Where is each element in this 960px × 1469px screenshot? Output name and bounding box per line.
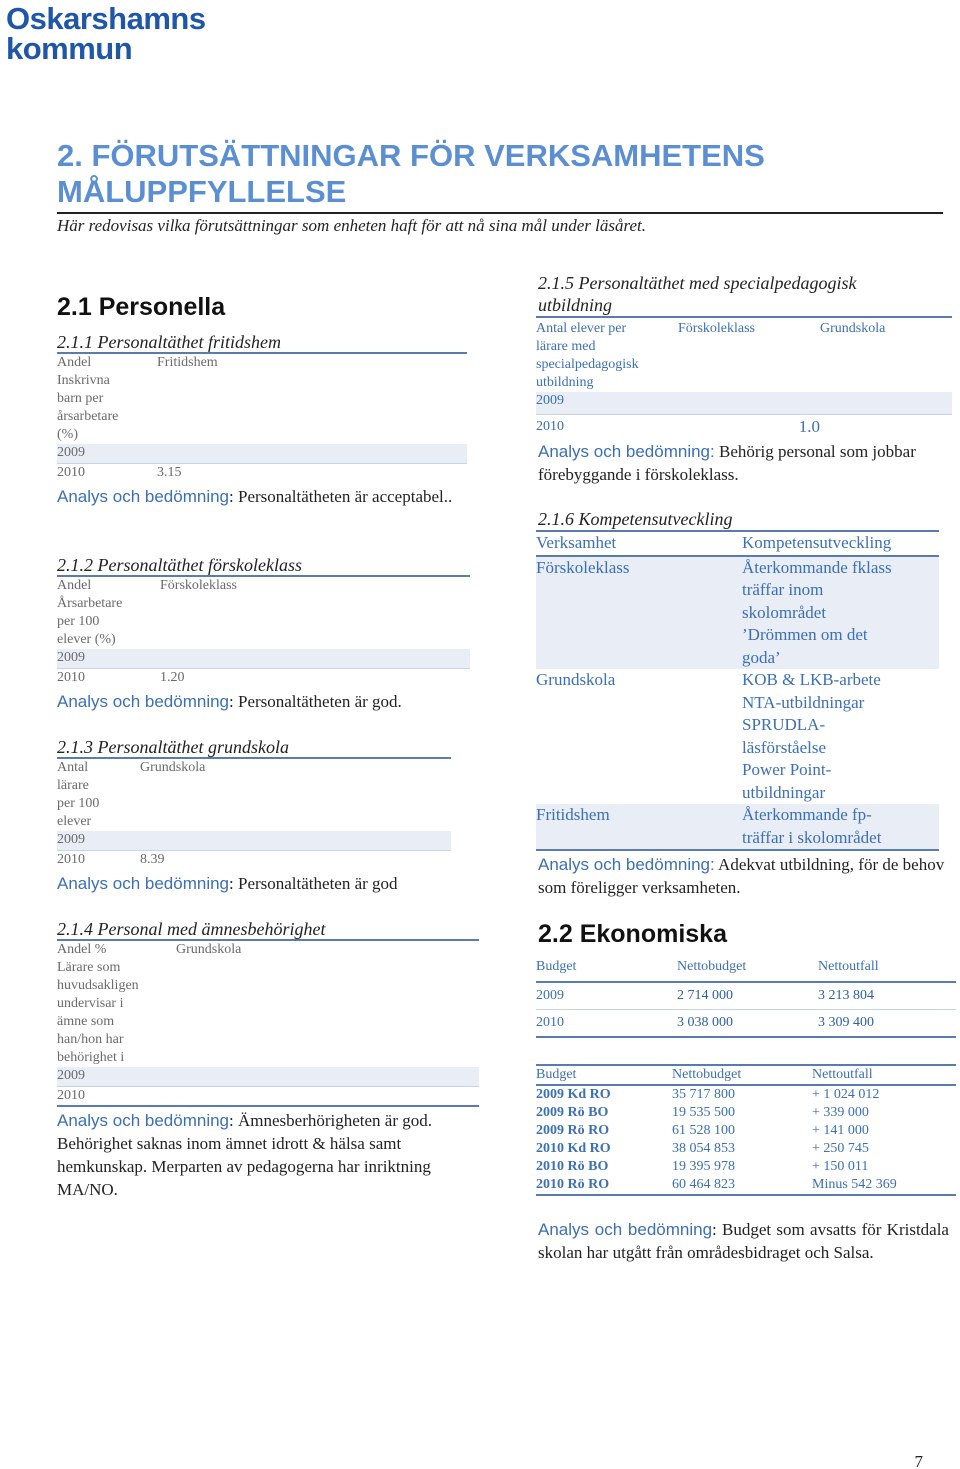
column-header: Förskoleklass (160, 578, 237, 593)
subsection-title-line: 2.1.5 Personaltäthet med specialpedagogisk (538, 273, 857, 293)
nettobudget-cell: 38 054 853 (672, 1141, 735, 1156)
table-row (536, 1140, 956, 1158)
budget-table-2 (536, 1064, 956, 1196)
table-fritidshem (57, 352, 467, 482)
analys-label: Analys och bedömning (57, 487, 230, 506)
table-label: elever (57, 814, 92, 829)
year-cell: 2009 (536, 392, 678, 414)
value-cell (157, 444, 467, 463)
table-label: (%) (57, 427, 78, 442)
analys-ekonomiska (538, 1218, 949, 1264)
year-cell: 2010 (57, 669, 85, 685)
table-label: elever (%) (57, 632, 116, 647)
nettobudget-cell: 35 717 800 (672, 1087, 735, 1102)
table-row (536, 1009, 956, 1037)
table-label: Inskrivna (57, 373, 110, 388)
table-row (536, 392, 952, 414)
analys-text: Behörig personal som jobbar förebyggande i förskoleklass. (538, 442, 916, 484)
kompetens-line: ’Drömmen om det (742, 625, 868, 644)
table-label: behörighet i (57, 1050, 125, 1065)
year-cell: 2010 (57, 464, 85, 480)
value-cell (140, 831, 451, 850)
table-label: lärare med (536, 339, 596, 354)
analys-text: Adekvat utbildning, för de behov som föreligger verksamheten. (538, 855, 945, 897)
budget-cell: 2010 Rö RO (536, 1177, 610, 1192)
table-label: han/hon har (57, 1032, 124, 1047)
column-header: Nettoutfall (812, 1067, 873, 1082)
page-title-line2: MÅLUPPFYLLELSE (57, 174, 347, 209)
nettoutfall-cell: + 150 011 (812, 1159, 869, 1174)
budget-table-1 (536, 958, 956, 1038)
column-header: Grundskola (820, 321, 886, 336)
kompetens-line: läsförståelse (742, 737, 827, 757)
kompetens-line: Återkommande fp- (742, 805, 872, 824)
logo-line2: kommun (6, 31, 133, 66)
table-row (536, 1176, 956, 1195)
nettobudget-cell: 61 528 100 (672, 1123, 735, 1138)
subsection-title-fritidshem: 2.1.1 Personaltäthet fritidshem (57, 332, 281, 352)
nettoutfall-cell: 3 309 400 (818, 1014, 874, 1030)
year-cell: 2009 (57, 1067, 176, 1086)
nettoutfall-cell: Minus 542 369 (812, 1177, 897, 1192)
table-row (57, 649, 470, 668)
kompetens-cell (742, 669, 939, 804)
table-row (536, 669, 939, 804)
budget-cell: 2009 Rö BO (536, 1105, 609, 1120)
nettobudget-cell: 60 464 823 (672, 1177, 735, 1192)
analys-text: : Personaltätheten är god. (229, 692, 402, 711)
table-label: per 100 (57, 614, 100, 629)
analys-grundskola (57, 872, 477, 895)
nettoutfall-cell: + 250 745 (812, 1141, 869, 1156)
heading-divider (57, 212, 943, 214)
table-row (57, 463, 467, 482)
table-label: Andel (57, 355, 92, 370)
verksamhet-cell: Förskoleklass (536, 556, 742, 670)
year-cell: 2009 (57, 831, 140, 850)
table-kompetens (536, 530, 939, 851)
verksamhet-cell: Grundskola (536, 670, 616, 689)
column-header: Nettobudget (677, 959, 747, 974)
budget-cell: 2009 (536, 988, 564, 1003)
table-row (57, 831, 451, 850)
budget-cell: 2009 Rö RO (536, 1123, 610, 1138)
page-title (57, 138, 937, 210)
page-number: 7 (914, 1452, 923, 1469)
value-cell: 3.15 (157, 464, 182, 480)
nettobudget-cell: 3 038 000 (677, 1014, 733, 1030)
verksamhet-cell: Fritidshem (536, 804, 742, 850)
year-cell: 2010 (57, 851, 85, 867)
subsection-title-amnesbehorighet: 2.1.4 Personal med ämnesbehörighet (57, 919, 326, 939)
section-title-personella: 2.1 Personella (57, 293, 226, 321)
table-label: per 100 (57, 796, 100, 811)
analys-amnesbehorighet (57, 1109, 462, 1201)
table-header-row (536, 958, 956, 982)
nettobudget-cell: 19 535 500 (672, 1105, 735, 1120)
column-header: Fritidshem (157, 355, 218, 370)
table-label: Antal (57, 760, 89, 775)
kompetens-line: Power Point- (742, 760, 832, 779)
analys-label: Analys och bedömning: (538, 855, 715, 874)
logo (6, 1, 236, 66)
kompetens-line: KOB & LKB-arbete (742, 670, 881, 689)
kompetens-line: NTA-utbildningar (742, 692, 865, 712)
table-forskoleklass (57, 575, 470, 687)
table-row (536, 1104, 956, 1122)
analys-text: : Personaltätheten är god (229, 874, 398, 893)
table-label: Lärare som (57, 960, 121, 975)
table-label: barn per (57, 391, 104, 406)
table-label: ämne som (57, 1014, 115, 1029)
column-header: Budget (536, 959, 577, 974)
year-cell: 2010 (536, 418, 564, 434)
value-cell (176, 1067, 479, 1086)
column-header: Nettoutfall (818, 959, 879, 974)
table-row (536, 804, 939, 850)
budget-cell: 2009 Kd RO (536, 1087, 611, 1102)
value-cell: 1.0 (798, 416, 820, 436)
table-label: Årsarbetare (57, 596, 123, 611)
column-header: Grundskola (140, 760, 206, 775)
table-row (57, 668, 470, 687)
table-label: årsarbetare (57, 409, 119, 424)
nettobudget-cell: 19 395 978 (672, 1159, 735, 1174)
kompetens-line: goda’ (742, 647, 781, 667)
analys-fritidshem (57, 485, 467, 508)
table-label: lärare (57, 778, 89, 793)
table-label: utbildning (536, 375, 594, 390)
column-header: Verksamhet (536, 531, 742, 556)
analys-label: Analys och bedömning (57, 1111, 230, 1130)
analys-text: : Personaltätheten är acceptabel.. (229, 487, 453, 506)
value-cell (678, 392, 820, 414)
year-cell: 2009 (57, 649, 160, 668)
table-label: Antal elever per (536, 321, 627, 336)
nettoutfall-cell: + 141 000 (812, 1123, 869, 1138)
nettoutfall-cell: + 339 000 (812, 1105, 869, 1120)
value-cell (176, 1086, 479, 1106)
kompetens-line: utbildningar (742, 782, 826, 802)
table-row (536, 1122, 956, 1140)
analys-specialpedagogik (538, 440, 948, 486)
analys-label: Analys och bedömning: (538, 442, 715, 461)
value-cell (820, 392, 952, 414)
nettoutfall-cell: 3 213 804 (818, 988, 874, 1003)
value-cell (160, 649, 470, 668)
analys-text: : Budget som avsatts för Kristdala skolan har utgått från områdesbidraget och Salsa. (538, 1220, 949, 1262)
value-cell: 8.39 (140, 851, 165, 867)
table-row (536, 414, 952, 436)
table-row (57, 444, 467, 463)
value-cell (820, 414, 952, 436)
kompetens-line: Återkommande fklass (742, 557, 892, 577)
subsection-title-specialpedagogik (538, 272, 948, 316)
kompetens-line: träffar inom (742, 580, 824, 599)
table-grundskola (57, 757, 451, 869)
table-header-row (536, 1065, 956, 1085)
kompetens-line: SPRUDLA- (742, 715, 826, 734)
intro-text: Här redovisas vilka förutsättningar som enheten haft för att nå sina mål under läsåret. (57, 216, 646, 235)
budget-cell: 2010 Rö BO (536, 1159, 609, 1174)
table-amnesbehorighet (57, 939, 479, 1107)
table-row (536, 982, 956, 1009)
table-row (57, 850, 451, 869)
table-label: specialpedagogisk (536, 357, 639, 372)
nettobudget-cell: 2 714 000 (677, 988, 733, 1003)
subsection-title-forskoleklass: 2.1.2 Personaltäthet förskoleklass (57, 555, 302, 575)
column-header: Förskoleklass (678, 321, 755, 336)
table-row (536, 1158, 956, 1176)
analys-label: Analys och bedömning (57, 692, 230, 711)
subsection-title-kompetens: 2.1.6 Kompetensutveckling (538, 509, 733, 529)
column-header: Budget (536, 1067, 577, 1082)
column-header: Grundskola (176, 942, 242, 957)
analys-forskoleklass (57, 690, 477, 713)
kompetens-cell (742, 804, 939, 850)
table-label: Andel (57, 578, 92, 593)
year-cell: 2009 (57, 444, 157, 463)
subsection-title-line: utbildning (538, 295, 613, 315)
value-cell: 1.20 (160, 669, 185, 685)
analys-kompetens (538, 853, 948, 899)
section-title-ekonomiska: 2.2 Ekonomiska (538, 920, 727, 948)
table-specialpedagogik (536, 316, 952, 436)
year-cell: 2010 (57, 1086, 176, 1106)
analys-text: : Ämnesberhörigheten är god. Behörighet saknas inom ämnet idrott & hälsa samt hemkunskap. Merparten av pedagogerna har inriktning MA/NO. (57, 1111, 433, 1199)
logo-line1: Oskarshamns (6, 1, 206, 36)
analys-label: Analys och bedömning (538, 1220, 713, 1239)
kompetens-line: träffar i skolområdet (742, 827, 882, 847)
table-row (57, 1067, 479, 1086)
kompetens-cell (742, 556, 939, 670)
subsection-title-grundskola: 2.1.3 Personaltäthet grundskola (57, 737, 289, 757)
table-header-row (536, 531, 939, 556)
nettoutfall-cell: + 1 024 012 (812, 1087, 880, 1102)
table-row (536, 1085, 956, 1104)
kompetens-line: skolområdet (742, 602, 827, 622)
table-row (57, 1086, 479, 1106)
column-header: Nettobudget (672, 1067, 742, 1082)
table-row (536, 556, 939, 670)
column-header: Kompetensutveckling (742, 531, 939, 556)
budget-cell: 2010 Kd RO (536, 1141, 611, 1156)
analys-label: Analys och bedömning (57, 874, 230, 893)
table-label: Andel % (57, 942, 107, 957)
page-title-line1: 2. FÖRUTSÄTTNINGAR FÖR VERKSAMHETENS (57, 138, 765, 173)
table-label: huvudsakligen (57, 978, 139, 993)
table-label: undervisar i (57, 996, 124, 1011)
budget-cell: 2010 (536, 1014, 564, 1030)
